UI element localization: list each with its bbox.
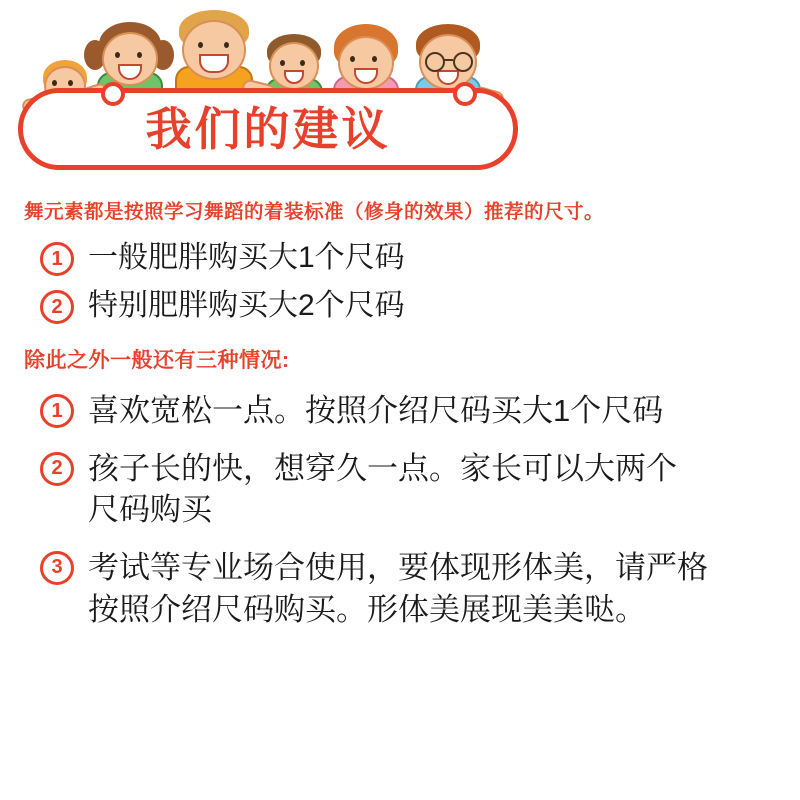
mouth-shape xyxy=(199,54,229,73)
list-item xyxy=(40,390,800,432)
list-number-badge: 2 xyxy=(40,290,74,324)
eye-shape xyxy=(224,42,229,48)
intro-text: 舞元素都是按照学习舞蹈的着装标准（修身的效果）推荐的尺寸。 xyxy=(24,201,605,223)
primary-advice-list xyxy=(40,238,800,326)
plaque-pin-icon xyxy=(101,82,125,106)
eye-shape xyxy=(68,80,73,86)
eye-shape xyxy=(137,52,142,58)
list-number-badge: 1 xyxy=(40,242,74,276)
list-item-text: 喜欢宽松一点。按照介绍尺码买大1个尺码 xyxy=(88,393,664,429)
glasses-icon xyxy=(425,52,471,68)
title-plaque xyxy=(18,88,518,170)
eye-shape xyxy=(198,42,203,48)
list-item-text: 特别肥胖购买大2个尺码 xyxy=(88,289,405,323)
eye-shape xyxy=(300,60,305,66)
list-item-text: 孩子长的快，想穿久一点。家长可以大两个尺码购买 xyxy=(88,450,677,528)
list-item-text: 考试等专业场合使用，要体现形体美，请严格按照介绍尺码购买。形体美展现美美哒。 xyxy=(88,549,708,627)
plaque-pin-icon xyxy=(453,82,477,106)
page-title: 我们的建议 xyxy=(145,103,391,155)
list-number-badge: 1 xyxy=(40,394,74,428)
list-item xyxy=(40,448,800,531)
eye-shape xyxy=(372,56,377,62)
eye-shape xyxy=(52,80,57,86)
list-item xyxy=(40,547,800,630)
list-number-badge: 3 xyxy=(40,551,74,585)
eye-shape xyxy=(115,52,120,58)
secondary-advice-list xyxy=(40,390,800,630)
eye-shape xyxy=(280,60,285,66)
eye-shape xyxy=(350,56,355,62)
list-item xyxy=(40,286,800,326)
header-banner xyxy=(0,0,800,190)
list-item-text: 一般肥胖购买大1个尺码 xyxy=(88,241,405,274)
list-number-badge: 2 xyxy=(40,452,74,486)
list-item xyxy=(40,238,800,278)
subheading-text: 除此之外一般还有三种情况: xyxy=(24,349,290,373)
